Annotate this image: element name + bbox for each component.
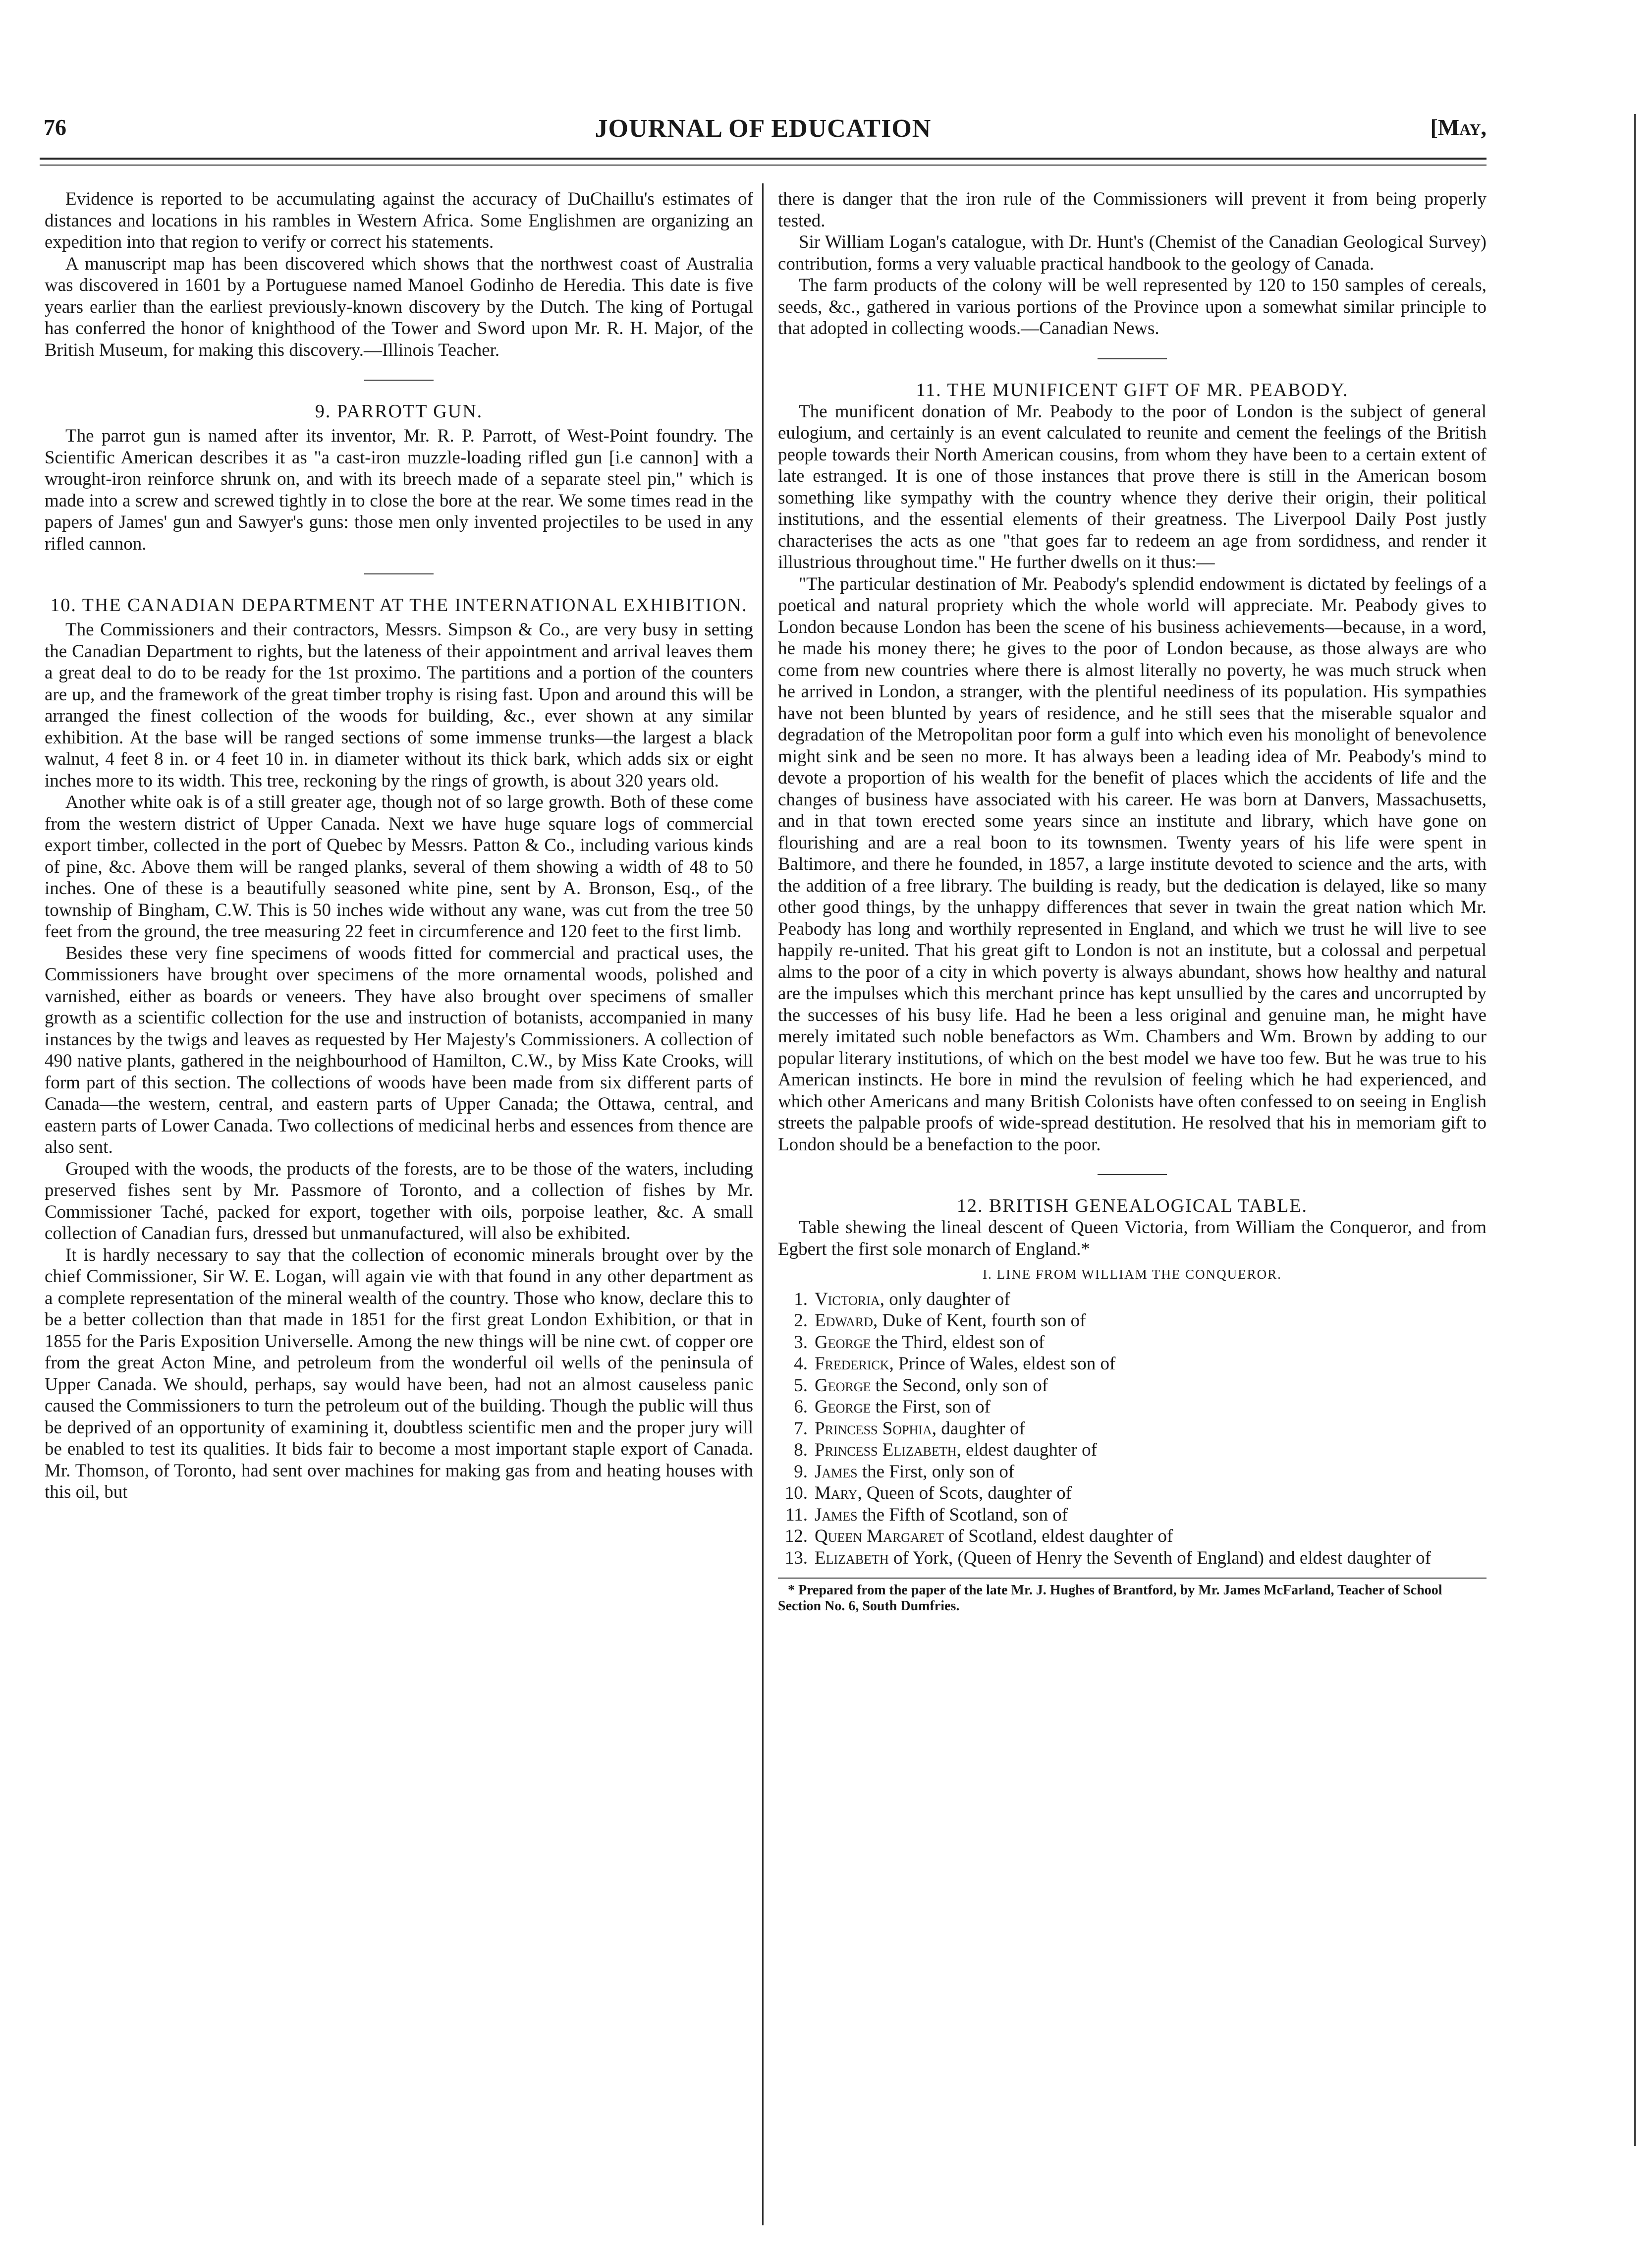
- list-text: , daughter of: [932, 1418, 1025, 1439]
- list-number: 9.: [794, 1461, 808, 1482]
- list-name: Edward: [815, 1310, 873, 1331]
- list-item: [778, 1461, 1487, 1483]
- genealogy-list: [778, 1289, 1487, 1569]
- section-divider: [364, 380, 434, 381]
- header-rule-thin: [40, 165, 1487, 166]
- list-number: 10.: [784, 1483, 808, 1503]
- list-text: the Second, only son of: [871, 1375, 1048, 1396]
- list-text: of York, (Queen of Henry the Seventh of England) and eldest daughter of: [888, 1547, 1431, 1568]
- footnote-rule: [778, 1578, 1487, 1579]
- list-name: Queen Margaret: [815, 1526, 944, 1546]
- list-item: [778, 1289, 1487, 1310]
- list-number: 1.: [794, 1289, 808, 1309]
- issue-month: [May,: [1430, 114, 1487, 140]
- column-divider: [762, 183, 764, 2225]
- list-item: [778, 1396, 1487, 1418]
- list-item: [778, 1418, 1487, 1440]
- list-item: [778, 1504, 1487, 1526]
- list-number: 6.: [794, 1397, 808, 1417]
- section-divider: [364, 573, 434, 574]
- list-item: [778, 1310, 1487, 1332]
- list-name: Princess Sophia: [815, 1418, 932, 1439]
- intro-paragraph: A manuscript map has been discovered which shows that the northwest coast of Australia was discovered in 1601 by a Portuguese named Manoel Godinho de Heredia. This date is five years earlier than the earliest previously-known discovery by the Dutch. The king of Portugal has conferred the honor of knighthood of the Tower and Sword upon Mr. R. H. Major, of the British Museum, for making this discovery.—Illinois Teacher.: [45, 253, 753, 360]
- section-paragraph: Besides these very fine specimens of woods fitted for commercial and practical uses, the Commissioners have brought over specimens of the more ornamental woods, polished and varnished, either as boards or veneers. They have also brought over specimens of smaller growth as a scientific collection for the use and instruction of botanists, accompanied in many instances by the twigs and leaves as requested by Her Majesty's Commissioners. A collection of 490 native plants, gathered in the neighbourhood of Hamilton, C.W., by Miss Kate Crooks, will form part of this section. The collections of woods have been made from six different parts of Canada—the western, central, and eastern parts of Upper Canada; the Ottawa, central, and eastern parts of Lower Canada. Two collections of medicinal herbs and essences from thence are also sent.: [45, 943, 753, 1157]
- list-name: Victoria: [815, 1289, 880, 1309]
- list-name: Frederick: [815, 1354, 889, 1374]
- list-text: the First, only son of: [857, 1461, 1015, 1482]
- list-number: 5.: [794, 1375, 808, 1396]
- list-name: James: [815, 1504, 858, 1525]
- section-heading-genealogical-table: 12. BRITISH GENEALOGICAL TABLE.: [956, 1195, 1308, 1216]
- section-divider: [1098, 1174, 1167, 1175]
- list-number: 8.: [794, 1440, 808, 1460]
- list-name: Mary: [815, 1483, 858, 1503]
- list-number: 4.: [794, 1354, 808, 1374]
- section-paragraph: Another white oak is of a still greater age, though not of so large growth. Both of these come from the western district of Upper Canada. Next we have huge square logs of commercial export timber, collected in the port of Quebec by Messrs. Patton & Co., including various kinds of pine, &c. Above them will be ranged planks, several of them showing a width of 48 to 50 inches. One of these is a beautifully seasoned white pine, sent by A. Bronson, Esq., of the township of Bingham, C.W. This is 50 inches wide without any wane, was cut from the tree 50 feet from the ground, the tree measuring 22 feet in circumference and 120 feet to the first limb.: [45, 792, 753, 942]
- page-number: 76: [44, 114, 66, 140]
- list-number: 12.: [784, 1526, 808, 1546]
- section-paragraph: Grouped with the woods, the products of the forests, are to be those of the waters, including preserved fishes sent by Mr. Passmore of Toronto, and a collection of fishes by Mr. Commissioner Taché, packed for export, together with oils, porpoise leather, &c. A small collection of Canadian furs, dressed but unmanufactured, will also be exhibited.: [45, 1158, 753, 1244]
- list-item: [778, 1332, 1487, 1354]
- journal-page: [40, 114, 1487, 2245]
- list-name: James: [815, 1461, 858, 1482]
- list-text: the Third, eldest son of: [871, 1332, 1045, 1353]
- section-paragraph: "The particular destination of Mr. Peabody's splendid endowment is dictated by feelings of a poetical and natural propriety which the whole world will appreciate. Mr. Peabody gives to London because London has been the scene of his business achievements—because, in a word, he made his money there; he gives to the poor of London because, as those always are who come from new countries where there is almost literally no poverty, he was much struck when he arrived in London, a stranger, with the plentiful neediness of its population. His sympathies have not been blunted by years of residence, and he still sees that the miserable squalor and degradation of the Metropolitan poor form a gulf into which even his monolight of benevolence might sink and be seen no more. It has always been a leading idea of Mr. Peabody's mind to devote a proportion of his wealth for the benefit of places which the accidents of life and the changes of business have associated with his career. He was born at Danvers, Massachusetts, and in that town erected some years since an institute and library, which have gone on flourishing and are a real boon to its townsmen. Twenty years of his life were spent in Baltimore, and there he founded, in 1857, a large institute devoted to science and the arts, with the addition of a free library. The building is ready, but the dedication is delayed, like so many other good things, by the unhappy differences that sever in twain the great nation which Mr. Peabody has long and worthily represented in England, and which we trust he will live to see happily re-united. That his great gift to London is not an institute, but a colossal and perpetual alms to the poor of a city in which poverty is always abundant, shows how healthy and natural are the impulses which this merchant prince has kept unsullied by the cares and uncorrupted by the successes of his busy life. Had he been a less original and genuine man, he might have merely imitated such noble benefactors as Wm. Chambers and Wm. Brown by adding to our popular literary institutions, of which on the best model we have too few. But he was true to his American instincts. He bore in mind the revulsion of feeling which he had experienced, and which other Americans and many British Colonists have often confessed to on seeing in English streets the palpable proofs of wide-spread destitution. He resolved that his in memoriam gift to London should be a benefaction to the poor.: [778, 573, 1487, 1155]
- section-paragraph: The munificent donation of Mr. Peabody to the poor of London is the subject of general eulogium, and certainly is an event calculated to reunite and cement the feelings of the British people towards their North American cousins, from whom they have been to a certain extent of late estranged. It is one of those instances that prove there is still in the American bosom something like sympathy with the country whence they derive their origin, their political institutions, and the essential elements of their greatness. The Liverpool Daily Post justly characterises the acts as one "that goes far to redeem an age from sordidness, and render it illustrious throughout time." He further dwells on it thus:—: [778, 401, 1487, 572]
- section-heading-canadian-department: 10. THE CANADIAN DEPARTMENT AT THE INTERNATIONAL EXHIBITION.: [50, 595, 748, 616]
- section-paragraph: The Commissioners and their contractors, Messrs. Simpson & Co., are very busy in setting the Canadian Department to rights, but the lateness of their appointment and arrival leaves them a great deal to do to be ready for the 1st proximo. The partitions and a portion of the counters are up, and the framework of the great timber trophy is rising fast. Upon and around this will be arranged the finest collection of the woods for building, &c., ever shown at any similar exhibition. At the base will be ranged sections of some immense trunks—the largest a black walnut, 4 feet 8 in. or 4 feet 10 in. in diameter without its thick bark, which adds six or eight inches more to its width. This tree, reckoning by the rings of growth, is about 320 years old.: [45, 620, 753, 791]
- list-name: George: [815, 1332, 871, 1353]
- list-name: George: [815, 1397, 871, 1417]
- continued-paragraph: Sir William Logan's catalogue, with Dr. Hunt's (Chemist of the Canadian Geological Survey) contribution, forms a very valuable practical handbook to the geology of Canada.: [778, 232, 1487, 274]
- section-paragraph: The parrot gun is named after its inventor, Mr. R. P. Parrott, of West-Point foundry. The Scientific American describes it as "a cast-iron muzzle-loading rifled gun [i.e cannon] with a wrought-iron reinforce shrunk on, and with its breech made of a separate steel pin," which is made into a screw and screwed tightly in to close the bore at the rear. We some times read in the papers of James' gun and Sawyer's guns: those men only invented projectiles to be used in any rifled cannon.: [45, 426, 753, 554]
- list-number: 7.: [794, 1418, 808, 1439]
- list-number: 3.: [794, 1332, 808, 1353]
- right-column: [778, 188, 1487, 1614]
- list-name: Princess Elizabeth: [815, 1440, 957, 1460]
- list-item: [778, 1375, 1487, 1397]
- section-heading-parrott-gun: 9. PARROTT GUN.: [315, 401, 483, 422]
- section-heading-peabody: 11. THE MUNIFICENT GIFT OF MR. PEABODY.: [916, 379, 1349, 400]
- list-text: the First, son of: [871, 1397, 991, 1417]
- continued-paragraph: there is danger that the iron rule of the Commissioners will prevent it from being properly tested.: [778, 189, 1487, 231]
- page-edge-rule: [1634, 114, 1636, 2146]
- section-paragraph: It is hardly necessary to say that the collection of economic minerals brought over by the chief Commissioner, Sir W. E. Logan, will again vie with that found in any other department as a complete representation of the mineral wealth of the country. Those who know, declare this to be a better collection than that made in 1851 for the first great London Exhibition, or that in 1855 for the Paris Exposition Universelle. Among the new things will be nine cwt. of copper ore from the great Acton Mine, and petroleum from the wonderful oil wells of the peninsula of Upper Canada. We should, perhaps, say would have been, had not an almost causeless panic caused the Commissioners to turn the petroleum out of the building. Though the public will thus be deprived of an opportunity of examining it, doubtless scientific men and the proper jury will be enabled to test its qualities. It bids fair to become a most important staple export of Canada. Mr. Thomson, of Toronto, had sent over machines for making gas from and heating houses with this oil, but: [45, 1245, 753, 1502]
- list-item: [778, 1353, 1487, 1375]
- table-intro: Table shewing the lineal descent of Queen Victoria, from William the Conqueror, and from Egbert the first sole monarch of England.*: [778, 1217, 1487, 1259]
- list-text: of Scotland, eldest daughter of: [943, 1526, 1173, 1546]
- section-divider: [1098, 358, 1167, 359]
- list-text: , Queen of Scots, daughter of: [857, 1483, 1072, 1503]
- list-text: , Duke of Kent, fourth son of: [873, 1310, 1086, 1331]
- list-number: 13.: [784, 1547, 808, 1568]
- header-rule-thick: [40, 158, 1487, 160]
- list-text: , only daughter of: [880, 1289, 1010, 1309]
- list-number: 11.: [785, 1504, 808, 1525]
- intro-paragraph: Evidence is reported to be accumulating against the accuracy of DuChaillu's estimates of distances and locations in his rambles in Western Africa. Some Englishmen are organizing an expedition into that region to verify or correct his statements.: [45, 189, 753, 252]
- list-text: , eldest daughter of: [956, 1440, 1098, 1460]
- list-item: [778, 1547, 1487, 1569]
- list-name: Elizabeth: [815, 1547, 889, 1568]
- list-item: [778, 1526, 1487, 1547]
- table-subheading: I. LINE FROM WILLIAM THE CONQUEROR.: [983, 1267, 1282, 1282]
- list-number: 2.: [794, 1310, 808, 1331]
- journal-title: JOURNAL OF EDUCATION: [595, 114, 932, 143]
- footnote: * Prepared from the paper of the late Mr. J. Hughes of Brantford, by Mr. James McFarland, Teacher of School Section No. 6, South Dumfries.: [778, 1583, 1442, 1614]
- list-text: the Fifth of Scotland, son of: [857, 1504, 1068, 1525]
- continued-paragraph: The farm products of the colony will be well represented by 120 to 150 samples of cereals, seeds, &c., gathered in various portions of the Province upon a somewhat similar principle to that adopted in collecting woods.—Canadian News.: [778, 275, 1487, 339]
- page-header: [40, 114, 1487, 154]
- left-column: [45, 188, 753, 1503]
- list-item: [778, 1439, 1487, 1461]
- list-name: George: [815, 1375, 871, 1396]
- list-text: , Prince of Wales, eldest son of: [889, 1354, 1116, 1374]
- list-item: [778, 1482, 1487, 1504]
